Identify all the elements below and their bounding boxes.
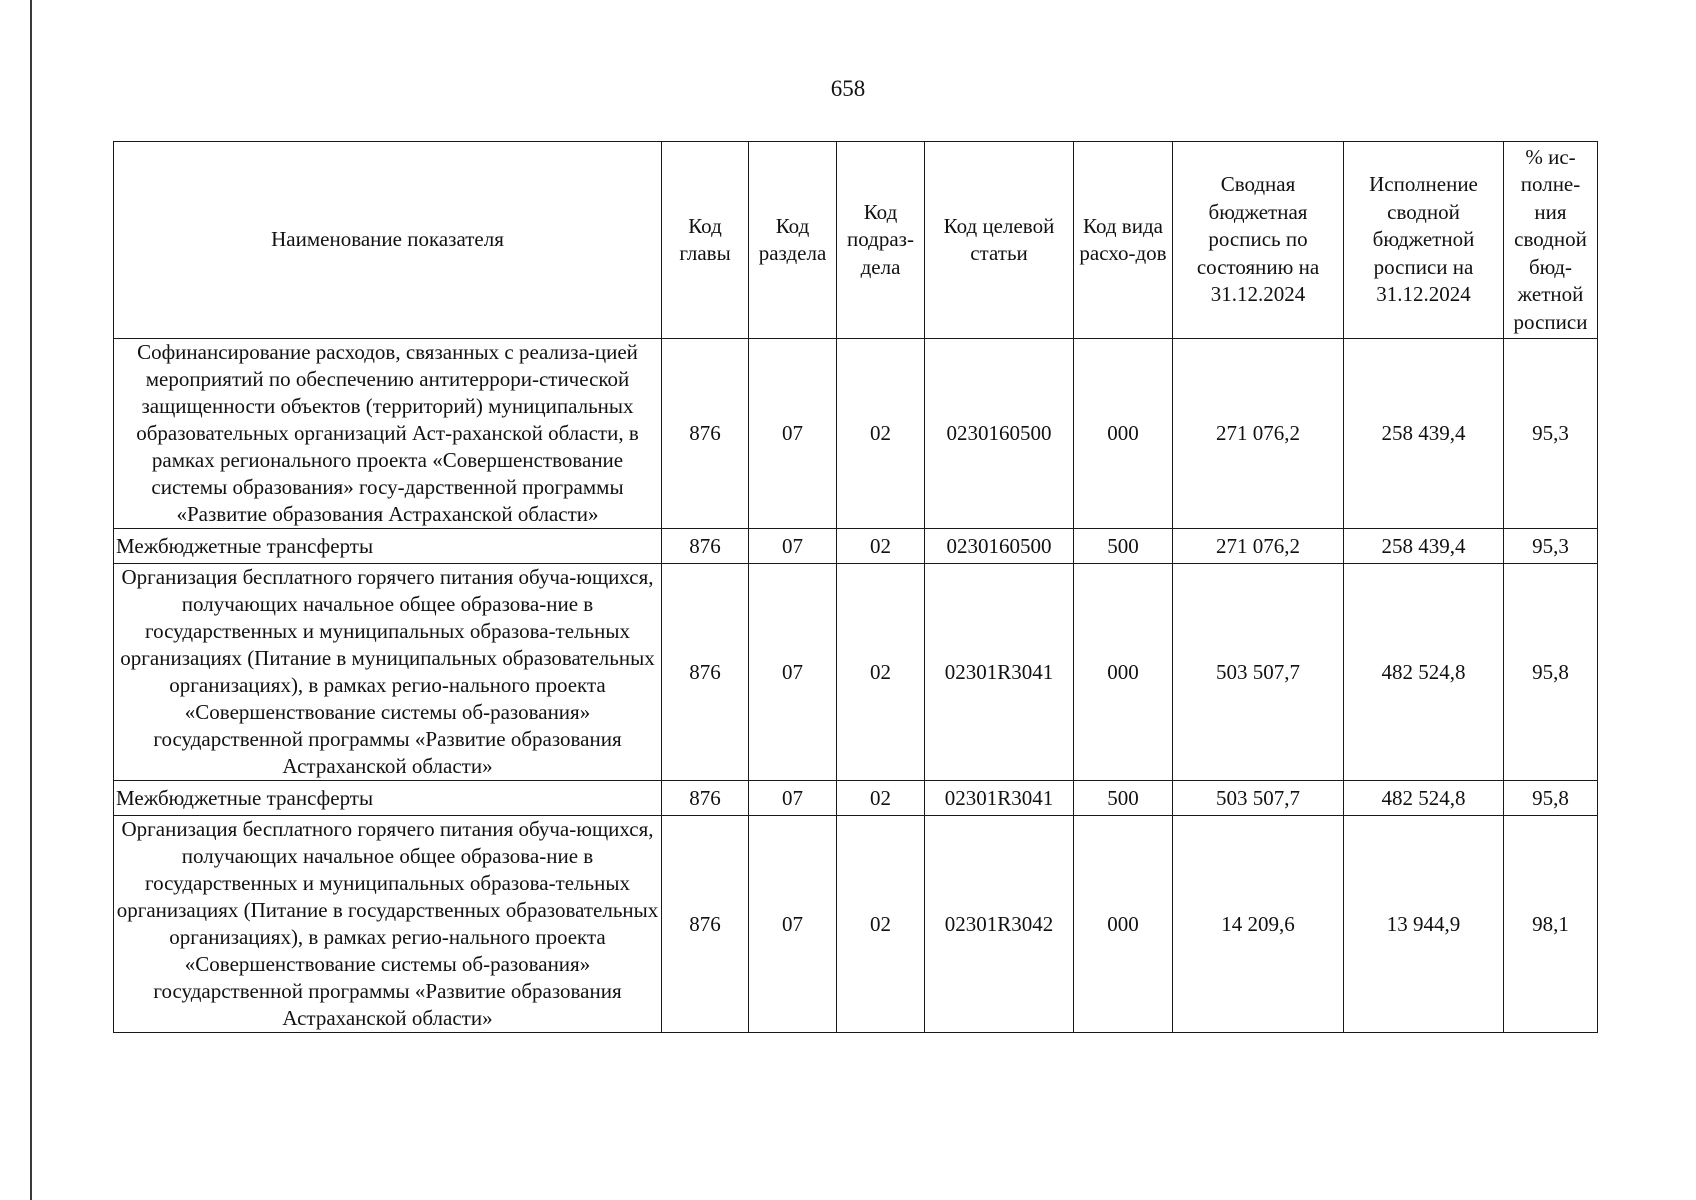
row-budget: 14 209,6 xyxy=(1173,816,1344,1033)
table-header-row xyxy=(114,142,1598,339)
row-execution: 482 524,8 xyxy=(1344,564,1504,781)
row-execution: 258 439,4 xyxy=(1344,339,1504,529)
table-row xyxy=(114,564,1598,781)
header-chapter-code: Код главы xyxy=(662,142,749,339)
row-name: Организация бесплатного горячего питания обуча-ющихся, получающих начальное общее образова-ние в государственных и муниципальных образова-тельных организациях (Питание в муниципальных образовательных организациях), в рамках регио-нального проекта «Совершенствование системы об-разования» государственной программы «Развитие образования Астраханской области» xyxy=(114,564,662,781)
header-expense-type-code: Код вида расхо-дов xyxy=(1074,142,1173,339)
row-target-code: 02301R3041 xyxy=(925,781,1074,816)
row-name: Организация бесплатного горячего питания обуча-ющихся, получающих начальное общее образова-ние в государственных и муниципальных образова-тельных организациях (Питание в государственных образовательных организациях), в рамках регио-нального проекта «Совершенствование системы об-разования» государственной программы «Развитие образования Астраханской области» xyxy=(114,816,662,1033)
row-expense-type-code: 000 xyxy=(1074,339,1173,529)
table-row xyxy=(114,529,1598,564)
header-name: Наименование показателя xyxy=(114,142,662,339)
row-budget: 271 076,2 xyxy=(1173,529,1344,564)
row-target-code: 0230160500 xyxy=(925,529,1074,564)
row-subsection-code: 02 xyxy=(837,781,925,816)
table-row xyxy=(114,816,1598,1033)
row-section-code: 07 xyxy=(749,564,837,781)
page-number: 658 xyxy=(830,76,866,101)
row-section-code: 07 xyxy=(749,339,837,529)
row-expense-type-code: 500 xyxy=(1074,781,1173,816)
budget-execution-table xyxy=(113,141,1598,1033)
row-section-code: 07 xyxy=(749,529,837,564)
row-section-code: 07 xyxy=(749,816,837,1033)
table-row xyxy=(114,339,1598,529)
row-subsection-code: 02 xyxy=(837,816,925,1033)
table-row xyxy=(114,781,1598,816)
header-section-code: Код раздела xyxy=(749,142,837,339)
row-name: Межбюджетные трансферты xyxy=(114,529,662,564)
row-chapter-code: 876 xyxy=(662,339,749,529)
page-binding-line xyxy=(30,0,32,1200)
row-chapter-code: 876 xyxy=(662,529,749,564)
header-subsection-code: Код подраз-дела xyxy=(837,142,925,339)
row-chapter-code: 876 xyxy=(662,781,749,816)
row-percent: 95,8 xyxy=(1504,564,1598,781)
row-subsection-code: 02 xyxy=(837,339,925,529)
row-name: Софинансирование расходов, связанных с реализа-цией мероприятий по обеспечению антитеррори-стической защищенности объектов (территорий) муниципальных образовательных организаций Аст-раханской области, в рамках регионального проекта «Совершенствование системы образования» госу-дарственной программы «Развитие образования Астраханской области» xyxy=(114,339,662,529)
row-percent: 98,1 xyxy=(1504,816,1598,1033)
header-target-code: Код целевой статьи xyxy=(925,142,1074,339)
header-execution: Исполнение сводной бюджетной росписи на 31.12.2024 xyxy=(1344,142,1504,339)
row-section-code: 07 xyxy=(749,781,837,816)
row-execution: 482 524,8 xyxy=(1344,781,1504,816)
header-budget: Сводная бюджетная роспись по состоянию на 31.12.2024 xyxy=(1173,142,1344,339)
row-target-code: 02301R3041 xyxy=(925,564,1074,781)
row-expense-type-code: 000 xyxy=(1074,564,1173,781)
header-percent: % ис-полне-ния сводной бюд-жетной росписи xyxy=(1504,142,1598,339)
row-expense-type-code: 500 xyxy=(1074,529,1173,564)
row-subsection-code: 02 xyxy=(837,564,925,781)
row-percent: 95,8 xyxy=(1504,781,1598,816)
row-target-code: 0230160500 xyxy=(925,339,1074,529)
row-chapter-code: 876 xyxy=(662,816,749,1033)
row-name: Межбюджетные трансферты xyxy=(114,781,662,816)
row-chapter-code: 876 xyxy=(662,564,749,781)
row-budget: 271 076,2 xyxy=(1173,339,1344,529)
row-budget: 503 507,7 xyxy=(1173,564,1344,781)
row-expense-type-code: 000 xyxy=(1074,816,1173,1033)
row-subsection-code: 02 xyxy=(837,529,925,564)
row-percent: 95,3 xyxy=(1504,339,1598,529)
row-budget: 503 507,7 xyxy=(1173,781,1344,816)
row-execution: 13 944,9 xyxy=(1344,816,1504,1033)
row-execution: 258 439,4 xyxy=(1344,529,1504,564)
row-target-code: 02301R3042 xyxy=(925,816,1074,1033)
row-percent: 95,3 xyxy=(1504,529,1598,564)
